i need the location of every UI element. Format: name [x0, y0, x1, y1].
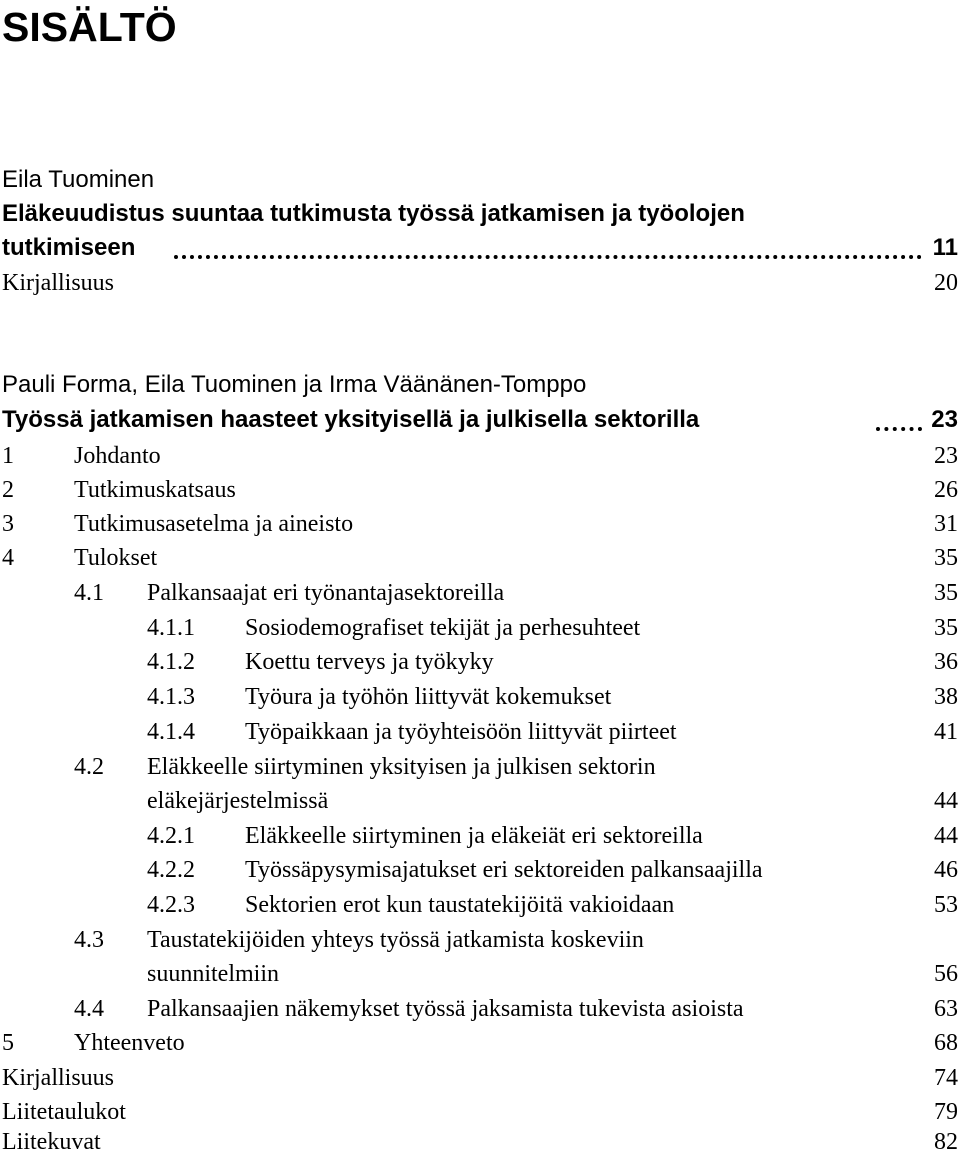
- toc-entry[interactable]: [0, 819, 958, 853]
- section-number: 4.1.1: [147, 615, 195, 641]
- page-number: 23: [934, 443, 958, 469]
- toc-entry[interactable]: [0, 611, 958, 645]
- page-title: SISÄLTÖ: [2, 4, 177, 50]
- toc-entry[interactable]: [0, 853, 958, 887]
- entry-label: suunnitelmiin: [147, 961, 279, 987]
- page-number: 11: [932, 234, 958, 261]
- section-number: 5: [2, 1030, 14, 1056]
- toc-entry[interactable]: [0, 266, 958, 300]
- section-number: 4.1.2: [147, 649, 195, 675]
- entry-label: Taustatekijöiden yhteys työssä jatkamista koskeviin: [147, 927, 644, 953]
- article-title: Eläkeuudistus suuntaa tutkimusta työssä jatkamisen ja työolojen: [2, 200, 745, 227]
- page-number: 35: [934, 545, 958, 571]
- toc-entry[interactable]: [0, 576, 958, 610]
- entry-label: Eläkkeelle siirtyminen yksityisen ja julkisen sektorin: [147, 754, 656, 780]
- dot-leader: [876, 403, 922, 437]
- article1-title-line2[interactable]: [0, 231, 958, 265]
- entry-label: Työpaikkaan ja työyhteisöön liittyvät piirteet: [245, 719, 677, 745]
- page-number: 23: [931, 406, 958, 433]
- page-number: 35: [934, 580, 958, 606]
- article1-title-line1[interactable]: [0, 197, 958, 231]
- page-number: 36: [934, 649, 958, 675]
- section-number: 4.2.3: [147, 892, 195, 918]
- section-number: 2: [2, 477, 14, 503]
- toc-entry[interactable]: [0, 1095, 958, 1129]
- entry-label: Koettu terveys ja työkyky: [245, 649, 494, 675]
- entry-label: Yhteenveto: [74, 1030, 185, 1056]
- page-number: 53: [934, 892, 958, 918]
- page-number: 20: [934, 270, 958, 296]
- toc-entry-continuation[interactable]: [0, 957, 958, 991]
- toc-entry[interactable]: [0, 1125, 958, 1159]
- page-number: 82: [934, 1129, 958, 1155]
- section-number: 4.2: [74, 754, 104, 780]
- page-number: 63: [934, 996, 958, 1022]
- entry-label: eläkejärjestelmissä: [147, 788, 329, 814]
- page-number: 26: [934, 477, 958, 503]
- entry-label: Sektorien erot kun taustatekijöitä vakioidaan: [245, 892, 675, 918]
- page-number: 44: [934, 788, 958, 814]
- entry-label: Työura ja työhön liittyvät kokemukset: [245, 684, 612, 710]
- section-number: 3: [2, 511, 14, 537]
- page-number: 41: [934, 719, 958, 745]
- page-number: 56: [934, 961, 958, 987]
- section-number: 4.1: [74, 580, 104, 606]
- entry-label: Työssäpysymisajatukset eri sektoreiden palkansaajilla: [245, 857, 763, 883]
- entry-label: Liitetaulukot: [2, 1099, 126, 1125]
- section-number: 4: [2, 545, 14, 571]
- toc-entry[interactable]: [0, 992, 958, 1026]
- page-number: 44: [934, 823, 958, 849]
- section-number: 4.1.3: [147, 684, 195, 710]
- entry-label: Tutkimusasetelma ja aineisto: [74, 511, 354, 537]
- toc-entry[interactable]: [0, 680, 958, 714]
- toc-entry[interactable]: [0, 1026, 958, 1060]
- article1-author: [0, 163, 958, 197]
- toc-entry[interactable]: [0, 473, 958, 507]
- page-number: 31: [934, 511, 958, 537]
- section-number: 4.3: [74, 927, 104, 953]
- entry-label: Tulokset: [74, 545, 158, 571]
- entry-label: Kirjallisuus: [2, 1065, 114, 1091]
- page-number: 38: [934, 684, 958, 710]
- toc-entry[interactable]: [0, 923, 958, 957]
- toc-entry[interactable]: [0, 750, 958, 784]
- section-number: 1: [2, 443, 14, 469]
- entry-label: Kirjallisuus: [2, 270, 114, 296]
- entry-label: Johdanto: [74, 443, 161, 469]
- author-name: Pauli Forma, Eila Tuominen ja Irma Väänänen-Tomppo: [2, 371, 587, 398]
- toc-entry[interactable]: [0, 888, 958, 922]
- entry-label: Sosiodemografiset tekijät ja perhesuhteet: [245, 615, 641, 641]
- toc-entry[interactable]: [0, 541, 958, 575]
- page-number: 46: [934, 857, 958, 883]
- section-number: 4.2.1: [147, 823, 195, 849]
- section-number: 4.4: [74, 996, 104, 1022]
- toc-entry[interactable]: [0, 645, 958, 679]
- toc-entry[interactable]: [0, 507, 958, 541]
- toc-entry[interactable]: [0, 715, 958, 749]
- toc-entry-continuation[interactable]: [0, 784, 958, 818]
- article-title: tutkimiseen: [2, 234, 136, 261]
- toc-entry[interactable]: [0, 439, 958, 473]
- page-number: 79: [934, 1099, 958, 1125]
- article2-author: [0, 368, 958, 402]
- section-number: 4.2.2: [147, 857, 195, 883]
- toc-entry[interactable]: [0, 1061, 958, 1095]
- entry-label: Liitekuvat: [2, 1129, 101, 1155]
- page-number: 35: [934, 615, 958, 641]
- page-number: 68: [934, 1030, 958, 1056]
- page-number: 74: [934, 1065, 958, 1091]
- entry-label: Palkansaajat eri työnantajasektoreilla: [147, 580, 505, 606]
- section-number: 4.1.4: [147, 719, 195, 745]
- author-name: Eila Tuominen: [2, 166, 155, 193]
- dot-leader: [174, 231, 922, 265]
- article2-title[interactable]: [0, 403, 958, 437]
- entry-label: Palkansaajien näkemykset työssä jaksamista tukevista asioista: [147, 996, 744, 1022]
- article-title: Työssä jatkamisen haasteet yksityisellä ja julkisella sektorilla: [2, 406, 700, 433]
- entry-label: Eläkkeelle siirtyminen ja eläkeiät eri sektoreilla: [245, 823, 703, 849]
- entry-label: Tutkimuskatsaus: [74, 477, 236, 503]
